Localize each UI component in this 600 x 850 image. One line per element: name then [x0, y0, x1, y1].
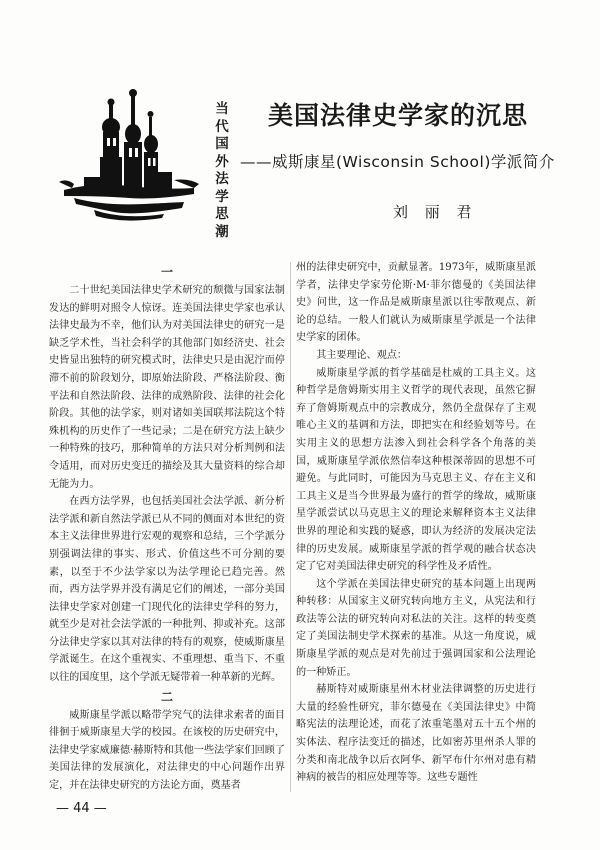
body-paragraph: 威斯康星学派的哲学基础是杜威的工具主义。这种哲学是詹姆斯实用主义哲学的现代表现，虽然它摒弃了詹姆斯观点中的宗教成分，然仍全盘保存了主观唯心主义的基调和方法，即把实在和经验划等号。在实用主义的思想方法渗入到社会科学各个角落的美国，威斯康星学派依然信奉这种根深蒂固的思想不可避免。与此同时，可能因为马克思主义、存在主义和工具主义是当今世界最为盛行的哲学的缘故，威斯康星学派尝试以马克思主义的理论来解释资本主义法律世界的理论和实践的疑惑，即认为经济的发展决定法律的历史发展。威斯康星学派的哲学观的融合状态决定了它对美国法律史研究的科学性及矛盾性。 [296, 367, 536, 573]
body-paragraph: 州的法律史研究中，贡献显著。1973年，威斯康星派学者，法律史学家劳伦斯·M·菲尔德曼的《美国法律史》问世，这一作品是威斯康星派以往零散观点、新论的总结。一般人们就认为威斯康星学派是一个法律史学家的团体。 [296, 262, 536, 344]
section-tag-char: 学 [215, 188, 229, 205]
section-tag-char: 代 [215, 118, 229, 135]
right-column [296, 259, 536, 787]
article-subtitle: ——威斯康星(Wisconsin School)学派简介 [240, 153, 555, 171]
column-divider [290, 262, 291, 792]
article-title: 美国法律史学家的沉思 [268, 101, 529, 130]
article-author: 刘 丽 君 [393, 203, 478, 221]
section-tag-char: 思 [215, 206, 229, 222]
page-number: — 44 — [56, 801, 107, 816]
section-heading: 一 [160, 265, 173, 279]
section-tag-char: 外 [215, 153, 229, 170]
left-column [49, 262, 285, 795]
body-paragraph: 二十世纪美国法律史学术研究的颓微与国家法制发达的鲜明对照令人惊讶。连美国法律史学家也承认法律史最为不幸，他们认为对美国法律史的研究一是缺乏学术性，当社会科学的其他部门如经济史、社会史皆显出独特的研究模式时，法律史只是由泥泞而停滞不前的阶段划分，即原始法阶段、严格法阶段、衡平法和自然法阶段、法律的成熟阶段、法律的社会化阶段。其他的法学家，则对诸如美国联邦法院这个特殊机构的历史作了一些记录；二是在研究方法上缺少一种特殊的技巧，那种简单的方法只对分析判例和法令适用，而对历史变迁的描绘及其大量资料的综合却无能为力。 [49, 285, 285, 490]
section-tag-char: 当 [215, 101, 229, 117]
section-heading: 二 [160, 689, 173, 704]
body-paragraph: 其主要理论、观点： [316, 349, 408, 361]
city-skyline-illustration [54, 82, 204, 222]
section-tag-char: 潮 [215, 223, 229, 240]
body-paragraph: 在西方法学界，也包括美国社会法学派、新分析法学派和新自然法学派已从不同的侧面对本世纪的资本主义法律世界进行宏观的观察和总结，三个学派分别强调法律的事实、形式、价值这些不可分割的要素，以至于不少法学家以为法学理论已趋完善。然而，西方法学界并没有满足它们的阐述，一部分美国法律史学家对创建一门现代化的法律史学科的努力，就至少是对社会法学派的一种批判、抑或补充。这部分法律史学家以其对法律的特有的观察，使威斯康星学派诞生。在这个重视实、不重理想、重当下、不重以往的国度里，这个学派无疑带着一种革新的光辉。 [49, 496, 285, 684]
section-tag-char: 法 [215, 171, 229, 187]
body-paragraph: 这个学派在美国法律史研究的基本问题上出现两种转移：从国家主义研究转向地方主义，从宪法和行政法等公法的研究转向对私法的关注。这样的转变奠定了美国法制史学术探索的基准。从这一角度说，威斯康星学派的观点是对先前过于强调国家和公法理论的一种矫正。 [296, 578, 536, 678]
section-tag [213, 101, 231, 241]
body-paragraph: 赫斯特对威斯康星州木材业法律调整的历史进行大量的经验性研究，菲尔德曼在《美国法律史》中简略宪法的法理论述，而花了浓重笔墨对五十五个州的实体法、程序法变迁的描述，比如密苏里州杀人罪的分类和南北战争以后衣阿华、新罕布什尔州对患有精神病的被告的相应处理等等。这些专题性 [296, 684, 536, 784]
section-tag-char: 国 [215, 136, 229, 152]
body-paragraph: 威斯康星学派以略带学究气的法律求索者的面目徘徊于威斯康星大学的校园。在该校的历史研究中，法律史学家威廉德·赫斯特和其他一些法学家们回顾了美国法律的发展演化，对法律史的中心问题作出界定，并在法律史研究的方法论方面，奠基者 [49, 709, 285, 792]
